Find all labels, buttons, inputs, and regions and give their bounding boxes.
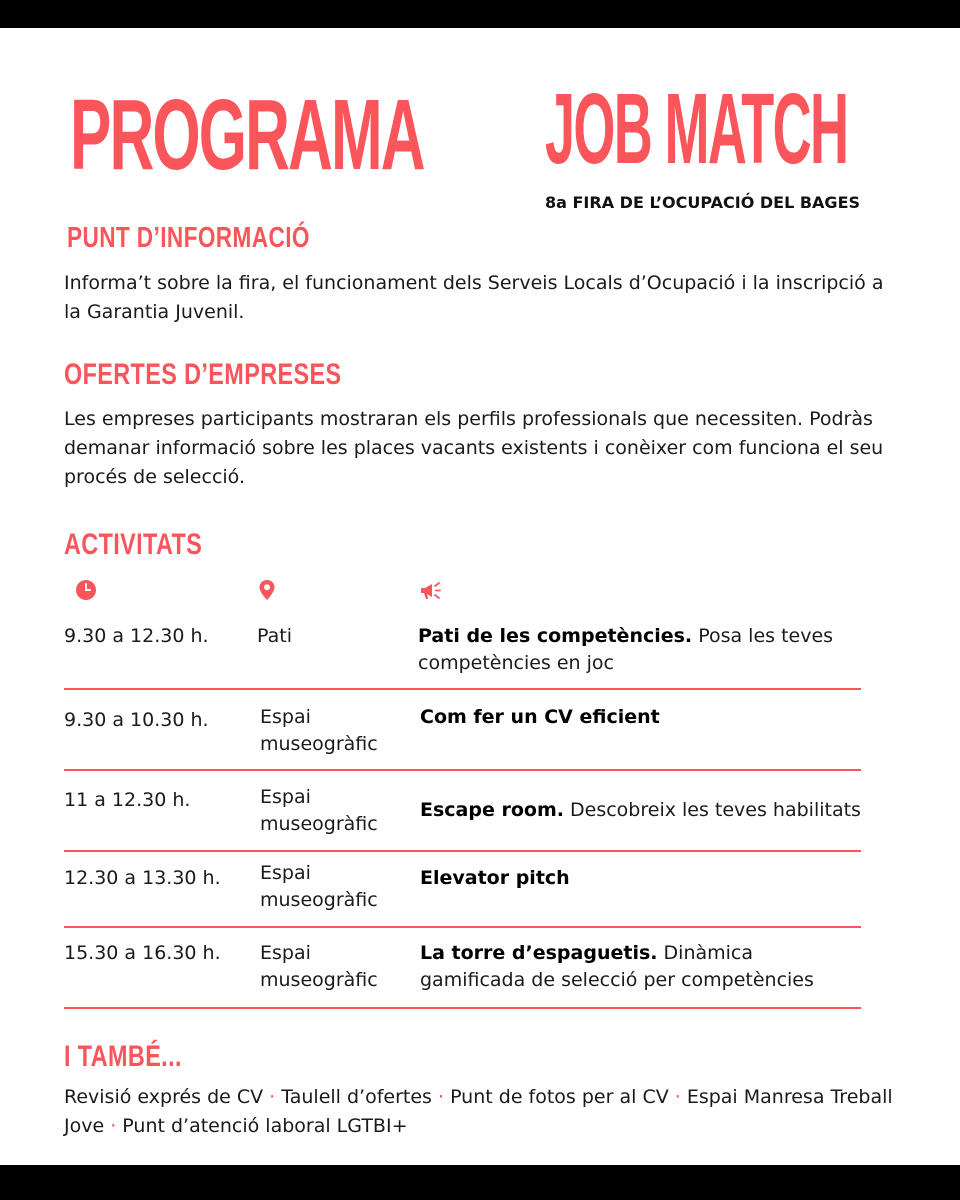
activity-title: Pati de les competències. (418, 625, 693, 647)
activity-description (420, 797, 870, 824)
activity-detail: Dinàmica gamificada de selecció per competències (420, 942, 814, 991)
also-item: Taulell d’ofertes (281, 1086, 432, 1108)
activity-title: Escape room. (420, 799, 564, 821)
activity-time: 9.30 a 10.30 h. (64, 709, 209, 731)
info-heading: PUNT D’INFORMACIÓ (67, 222, 310, 254)
programa-title: PROGRAMA (70, 79, 424, 191)
activity-row (64, 690, 861, 771)
activity-time: 11 a 12.30 h. (64, 789, 191, 811)
also-item: Punt d’atenció laboral LGTBI+ (122, 1115, 408, 1137)
activity-row (64, 852, 861, 928)
activity-description (420, 865, 870, 892)
activity-description (420, 940, 840, 994)
activity-description (420, 704, 870, 731)
also-heading: I TAMBÉ... (64, 1040, 182, 1073)
activity-place: Pati (257, 625, 292, 647)
activity-detail: Posa les teves competències en joc (418, 625, 834, 674)
activities-heading: ACTIVITATS (64, 528, 203, 561)
poster-page (0, 28, 960, 1165)
also-item: Revisió exprés de CV (64, 1086, 264, 1108)
megaphone-icon (418, 578, 442, 602)
location-pin-icon (255, 578, 279, 602)
also-item: Punt de fotos per al CV (450, 1086, 669, 1108)
activity-time: 12.30 a 13.30 h. (64, 867, 221, 889)
activity-description (418, 623, 858, 677)
activity-place: Espai museogràfic (260, 706, 378, 755)
activity-place: Espai museogràfic (260, 862, 378, 911)
activity-row (64, 771, 861, 852)
activity-title: Com fer un CV eficient (420, 706, 660, 728)
also-list (64, 1083, 894, 1141)
activity-place: Espai museogràfic (260, 786, 378, 835)
activity-title: Elevator pitch (420, 867, 570, 889)
job-match-title: JOB MATCH (545, 73, 848, 185)
also-item: Espai Manresa Treball Jove (64, 1086, 893, 1137)
separator-dot: · (263, 1086, 282, 1108)
activity-detail: Descobreix les teves habilitats (563, 799, 861, 821)
offers-heading: OFERTES D’EMPRESES (64, 358, 342, 391)
activity-place: Espai museogràfic (260, 942, 378, 991)
offers-text: Les empreses participants mostraran els perfils professionals que necessiten. Podràs demanar informació sobre les places vacants existents i conèixer com funciona el seu procés de selecció. (64, 408, 884, 488)
fair-subtitle: 8a FIRA DE L’OCUPACIÓ DEL BAGES (545, 193, 861, 212)
separator-dot: · (104, 1115, 123, 1137)
info-text: Informa’t sobre la fira, el funcionament dels Serveis Locals d’Ocupació i la inscripció a la Garantia Juvenil. (64, 272, 884, 323)
activity-time: 15.30 a 16.30 h. (64, 942, 221, 964)
activity-row (64, 928, 861, 1009)
separator-dot: · (431, 1086, 451, 1108)
separator-dot: · (668, 1086, 687, 1108)
activity-time: 9.30 a 12.30 h. (64, 625, 209, 647)
activity-row (64, 610, 861, 690)
activity-title: La torre d’espaguetis. (420, 942, 658, 964)
clock-icon (74, 578, 98, 602)
